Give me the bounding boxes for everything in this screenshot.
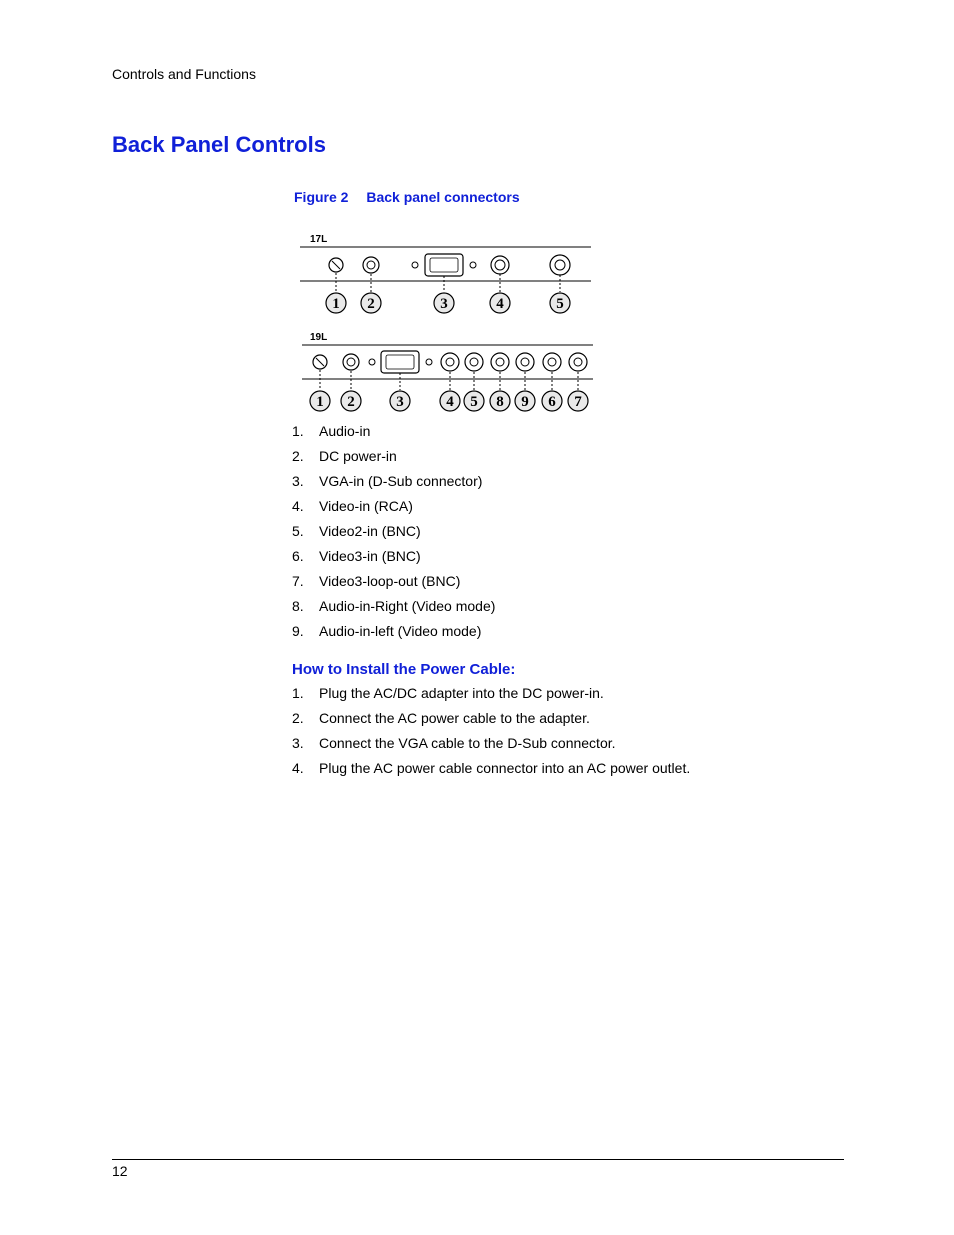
list-number: 3. xyxy=(292,735,304,751)
list-text: Audio-in-Right (Video mode) xyxy=(319,598,496,614)
bnc-jacks-19l xyxy=(543,353,587,371)
footer-rule xyxy=(112,1159,844,1160)
dc-power-jack-17l xyxy=(363,257,379,273)
list-number: 2. xyxy=(292,448,304,464)
callout-number: 3 xyxy=(440,296,448,312)
callout-2 xyxy=(341,391,361,411)
callout-5 xyxy=(464,391,484,411)
list-text: Video2-in (BNC) xyxy=(319,523,421,539)
list-number: 4. xyxy=(292,760,304,776)
callout-number: 7 xyxy=(574,394,582,410)
list-text: Audio-in-left (Video mode) xyxy=(319,623,482,639)
callout-2 xyxy=(361,293,381,313)
callout-5 xyxy=(550,293,570,313)
back-panel-figure xyxy=(296,228,596,418)
list-number: 1. xyxy=(292,423,304,439)
list-text: Plug the AC power cable connector into an AC power outlet. xyxy=(319,760,691,776)
figure-number: Figure 2 xyxy=(294,189,349,205)
callout-1 xyxy=(326,293,346,313)
callout-number: 4 xyxy=(446,394,454,410)
callout-9 xyxy=(515,391,535,411)
callout-number: 4 xyxy=(496,296,504,312)
list-text: Connect the AC power cable to the adapter. xyxy=(319,710,590,726)
callout-4 xyxy=(490,293,510,313)
list-number: 1. xyxy=(292,685,304,701)
list-number: 3. xyxy=(292,473,304,489)
rca-jacks-19l xyxy=(441,353,534,371)
callout-7 xyxy=(568,391,588,411)
audio-in-jack-17l xyxy=(329,258,343,272)
callout-number: 5 xyxy=(470,394,478,410)
list-text: Video3-loop-out (BNC) xyxy=(319,573,461,589)
list-number: 9. xyxy=(292,623,304,639)
audio-in-jack-19l xyxy=(313,355,327,369)
callout-3 xyxy=(434,293,454,313)
list-text: Video-in (RCA) xyxy=(319,498,413,514)
callout-1 xyxy=(310,391,330,411)
list-number: 8. xyxy=(292,598,304,614)
panel-19l-label: 19L xyxy=(310,332,328,343)
vga-port-17l xyxy=(425,254,463,276)
running-header: Controls and Functions xyxy=(112,66,256,82)
callout-4 xyxy=(440,391,460,411)
figure-caption xyxy=(294,189,520,205)
callout-number: 2 xyxy=(367,296,375,312)
callout-number: 5 xyxy=(556,296,564,312)
figure-caption-text: Back panel connectors xyxy=(366,189,520,205)
callout-number: 8 xyxy=(496,394,504,410)
callout-number: 1 xyxy=(316,394,324,410)
page-number: 12 xyxy=(112,1163,128,1179)
list-text: VGA-in (D-Sub connector) xyxy=(319,473,483,489)
callout-6 xyxy=(542,391,562,411)
callout-number: 9 xyxy=(521,394,529,410)
rca-jack-17l xyxy=(491,256,509,274)
callout-number: 3 xyxy=(396,394,404,410)
list-text: Connect the VGA cable to the D-Sub connector. xyxy=(319,735,616,751)
list-text: Video3-in (BNC) xyxy=(319,548,421,564)
page-title: Back Panel Controls xyxy=(112,132,326,157)
callout-number: 1 xyxy=(332,296,340,312)
vga-port-19l xyxy=(381,351,419,373)
bnc-jack-17l xyxy=(550,255,570,275)
panel-17l-label: 17L xyxy=(310,234,328,245)
list-text: Plug the AC/DC adapter into the DC power-in. xyxy=(319,685,604,701)
dc-power-jack-19l xyxy=(343,354,359,370)
list-number: 4. xyxy=(292,498,304,514)
list-text: Audio-in xyxy=(319,423,371,439)
install-heading: How to Install the Power Cable: xyxy=(292,661,516,678)
callout-number: 2 xyxy=(347,394,355,410)
callouts-19l xyxy=(310,391,588,411)
callout-3 xyxy=(390,391,410,411)
callouts-17l xyxy=(326,293,570,313)
list-number: 6. xyxy=(292,548,304,564)
list-number: 2. xyxy=(292,710,304,726)
list-text: DC power-in xyxy=(319,448,397,464)
callout-8 xyxy=(490,391,510,411)
list-number: 7. xyxy=(292,573,304,589)
list-number: 5. xyxy=(292,523,304,539)
callout-number: 6 xyxy=(548,394,556,410)
back-panel-diagram xyxy=(296,228,596,418)
